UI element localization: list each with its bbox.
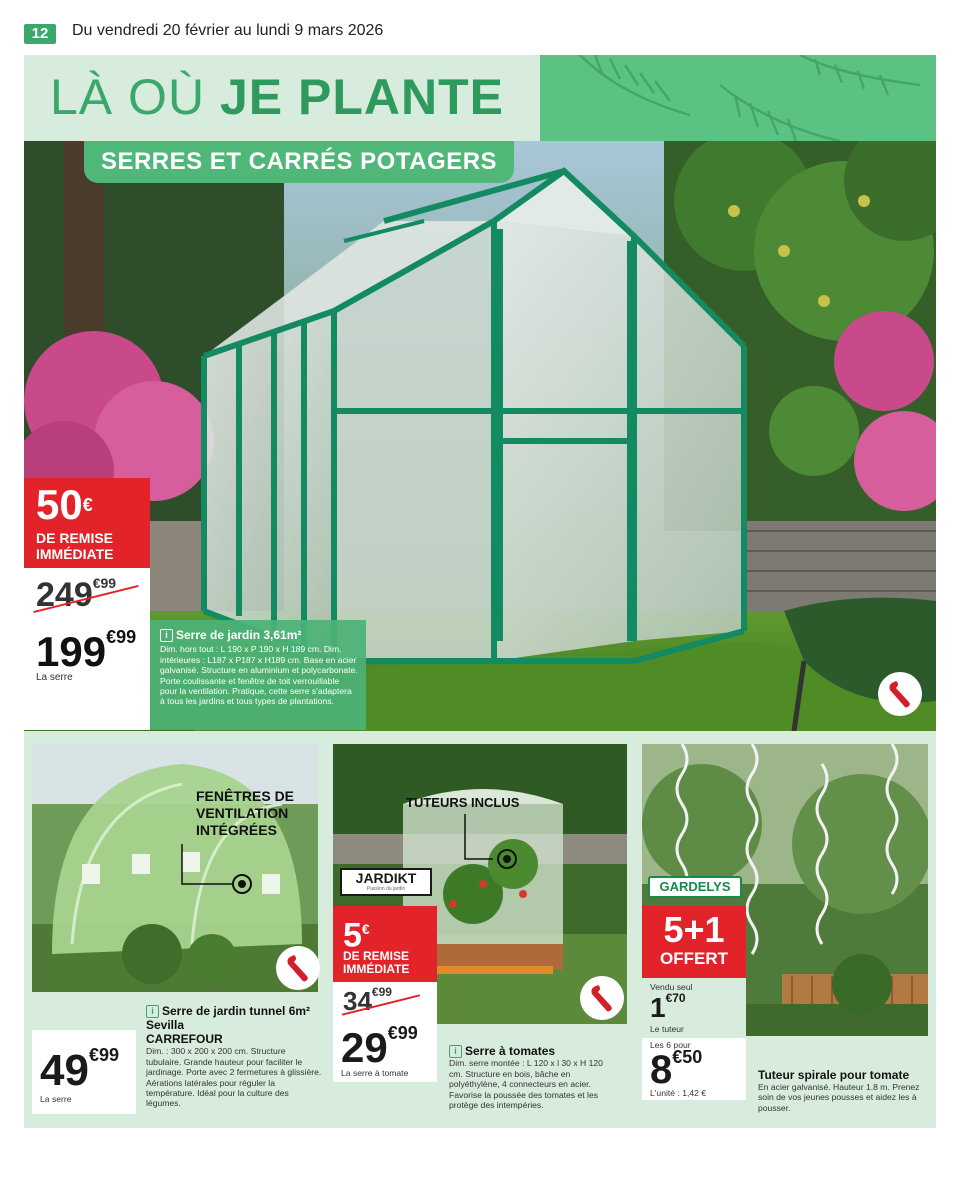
single-price-box: Vendu seul 1€70 Le tuteur xyxy=(642,978,746,1038)
tunnel-price-box xyxy=(32,1030,136,1114)
palm-decoration xyxy=(540,55,936,141)
old-price: 249€99 xyxy=(36,575,117,614)
offer-dates: Du vendredi 20 février au lundi 9 mars 2026 xyxy=(72,22,384,39)
info-icon: i xyxy=(449,1045,462,1058)
gardelys-logo: GARDELYS xyxy=(648,876,742,898)
tunnel-unit: La serre xyxy=(40,1094,72,1104)
assembly-wrench-icon xyxy=(276,946,320,990)
tomates-old-price-box xyxy=(333,982,437,1022)
tunnel-price: 49€99 xyxy=(40,1045,119,1095)
assembly-wrench-icon xyxy=(580,976,624,1020)
section-banner: SERRES ET CARRÉS POTAGERS xyxy=(84,141,514,183)
hero-price-box xyxy=(24,568,150,730)
jardikt-logo: JARDIKT Passion du jardin xyxy=(340,868,432,896)
lot-price-box: Les 6 pour 8€50 L'unité : 1,42 € xyxy=(642,1038,746,1100)
tuteur-description: Tuteur spirale pour tomate En acier galvanisé. Hauteur 1.8 m. Prenez soin de vos jeunes pousses et aidez les à pousser. xyxy=(758,1068,920,1113)
page-title: LÀ OÙ JE PLANTE xyxy=(50,69,505,125)
hero-description: i Serre de jardin 3,61m² Dim. hors tout : L 190 x P 190 x H 189 cm. Dim. intérieures : L187 x P187 x H189 cm. Base en acier galvanisé. Structure en aluminium et polycarbonate. Porte coulissante et fenêtre de toit verrouillable pour la ventilation. Pratique, cette serre s'adaptera à tous les jardins et tous types de plantations. xyxy=(150,620,366,730)
new-price: 29€99 xyxy=(341,1023,418,1071)
tomates-description: i Serre à tomates Dim. serre montée : L 120 x l 30 x H 120 cm. Structure en bois, bâche en polyéthylène, 4 connecteurs en acier. Favorise la poussée des tomates et les protège des intempéries. xyxy=(449,1044,603,1110)
lot-price: 8€50 xyxy=(650,1047,703,1092)
single-price: 1€70 xyxy=(650,991,686,1023)
info-icon: i xyxy=(160,629,173,642)
page-number: 12 xyxy=(24,24,56,44)
new-price: 199€99 xyxy=(36,627,137,675)
offer-badge: 5+1 OFFERT xyxy=(642,906,746,978)
old-price: 34€99 xyxy=(343,985,392,1016)
tomates-unit: La serre à tomate xyxy=(341,1068,409,1078)
ventilation-callout: FENÊTRES DE VENTILATION INTÉGRÉES xyxy=(196,788,295,838)
assembly-wrench-icon xyxy=(878,672,922,716)
discount-badge: 50€ DE REMISE IMMÉDIATE xyxy=(24,478,150,568)
price-unit: La serre xyxy=(36,672,73,683)
info-icon: i xyxy=(146,1005,159,1018)
stakes-callout: TUTEURS INCLUS xyxy=(406,795,520,810)
tunnel-description: i Serre de jardin tunnel 6m² Sevilla CARREFOUR Dim. : 300 x 200 x 200 cm. Structure tubulaire. Grande hauteur pour faciliter le jardinage. Porte avec 2 fermetures à glissière. Aérations latérales pour réguler la température. Idéal pour la culture des légumes. xyxy=(146,1004,322,1109)
tomates-discount-badge: 5€ DE REMISE IMMÉDIATE xyxy=(333,906,437,982)
tomates-price-box xyxy=(333,1022,437,1082)
